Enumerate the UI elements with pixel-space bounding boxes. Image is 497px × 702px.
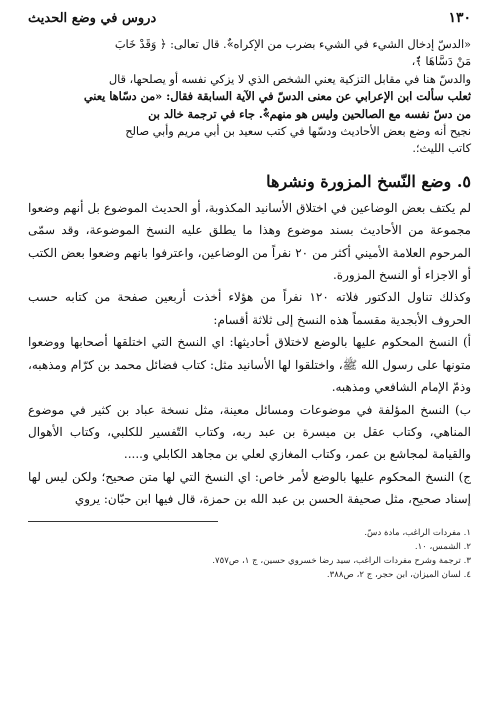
footnote-divider	[28, 521, 218, 522]
quoted-passage	[28, 36, 471, 158]
quote-line: من دسّ نفسه مع الصالحين وليس هو منهم»ٌ. جاء في ترجمة خالد بن	[148, 106, 471, 121]
quote-line: نجيح أنه وضع بعض الأحاديث ودسّها في كتب سعيد بن أبي مريم وأبي صالح	[125, 125, 471, 139]
footnote: ٤. لسان الميزان، ابن حجر، ج ٢، ص٣٨٨.	[326, 569, 471, 580]
paragraph: أ) النسخ المحكوم عليها بالوضع لاختلاق أحاديثها: اي النسخ التي اختلقها أصحابها ووضعوا متونها على رسول الله ﷺ، واختلقوا لها الأسانيد مثل: كتاب فضائل محمد بن كرّام ومذهبه، وذمّ الإمام الشافعي ومذهبه.	[28, 335, 471, 395]
paragraph: وكذلك تناول الدكتور فلاته ١٢٠ نفراً من هؤلاء أخذت أربعين صفحة من كتابه حسب الحروف الأبجدية مقسماً هذه النسخ إلى ثلاثة أقسام:	[28, 290, 471, 327]
quote-line: ثعلب سألت ابن الإعرابي عن معنى الدسّ في الآية السابقة فقال: «من دسّاها يعني	[83, 89, 471, 104]
paragraph: ج) النسخ المحكوم عليها بالوضع لأمر خاص: اي النسخ التي لها متن صحيح؛ ولكن ليس لها إسناد صحيح، مثل صحيفة الحسن بن عبد الله بن حمزة، قال فيها ابن حبّان: يروي	[28, 469, 471, 507]
quote-line: مَنْ دَسَّاهَا ﴾ٌ،	[411, 55, 471, 69]
section-heading: ٥. وضع النّسخ المزورة ونشرها	[266, 171, 471, 191]
running-title: دروس في وضع الحديث	[28, 11, 157, 26]
footnote: ٣. ترجمة وشرح مفردات الراغب، سيد رضا خسروي حسين، ج ١، ص٧٥٧.	[212, 555, 471, 566]
page-header	[28, 10, 471, 36]
footnote: ١. مفردات الراغب، مادة دسّ.	[364, 527, 471, 538]
quote-line: والدسّ هنا في مقابل التزكية يعني الشخص الذي لا يزكي نفسه أو يصلحها، قال	[108, 72, 471, 86]
quote-line: كاتب الليث؛.	[412, 142, 471, 156]
page-number: ١٣٠	[448, 10, 471, 26]
footnote: ٢. الشمس، ١٠.	[414, 541, 471, 552]
footnotes	[28, 526, 471, 582]
paragraph: ب) النسخ المؤلفة في موضوعات ومسائل معينة، مثل نسخة عباد بن كثير في موضوع المناهي، وكتاب عقل بن ميسرة بن عبد ربه، وكتاب التّفسير للكلبي، وكتاب الأهوال والقيامة لمجاشع بن عمر، وكتاب المغازي لعلي بن مجاهد الكابلي و.....	[28, 402, 471, 462]
body-text	[28, 197, 471, 511]
paragraph: لم يكتف بعض الوضاعين في اختلاق الأسانيد المكذوبة، أو الحديث الموضوع بل أنهم وضعوا مجموعة من الأحاديث بسند موضوع وهذا ما يطلق عليه النسخ الموضوعة، وقد سمّى المرحوم العلامة الأميني أكثر من ٢٠ نفراً من الوضاعين، واعترفوا بانهم وضعوا بعض الكتب أو الاجزاء أو النسخ المزورة.	[28, 200, 471, 283]
quote-line: «الدسّ إدخال الشيء في الشيء بضرب من الإكراه»ٌ. قال تعالى: ﴿ وَقَدْ خَابَ	[114, 38, 471, 51]
